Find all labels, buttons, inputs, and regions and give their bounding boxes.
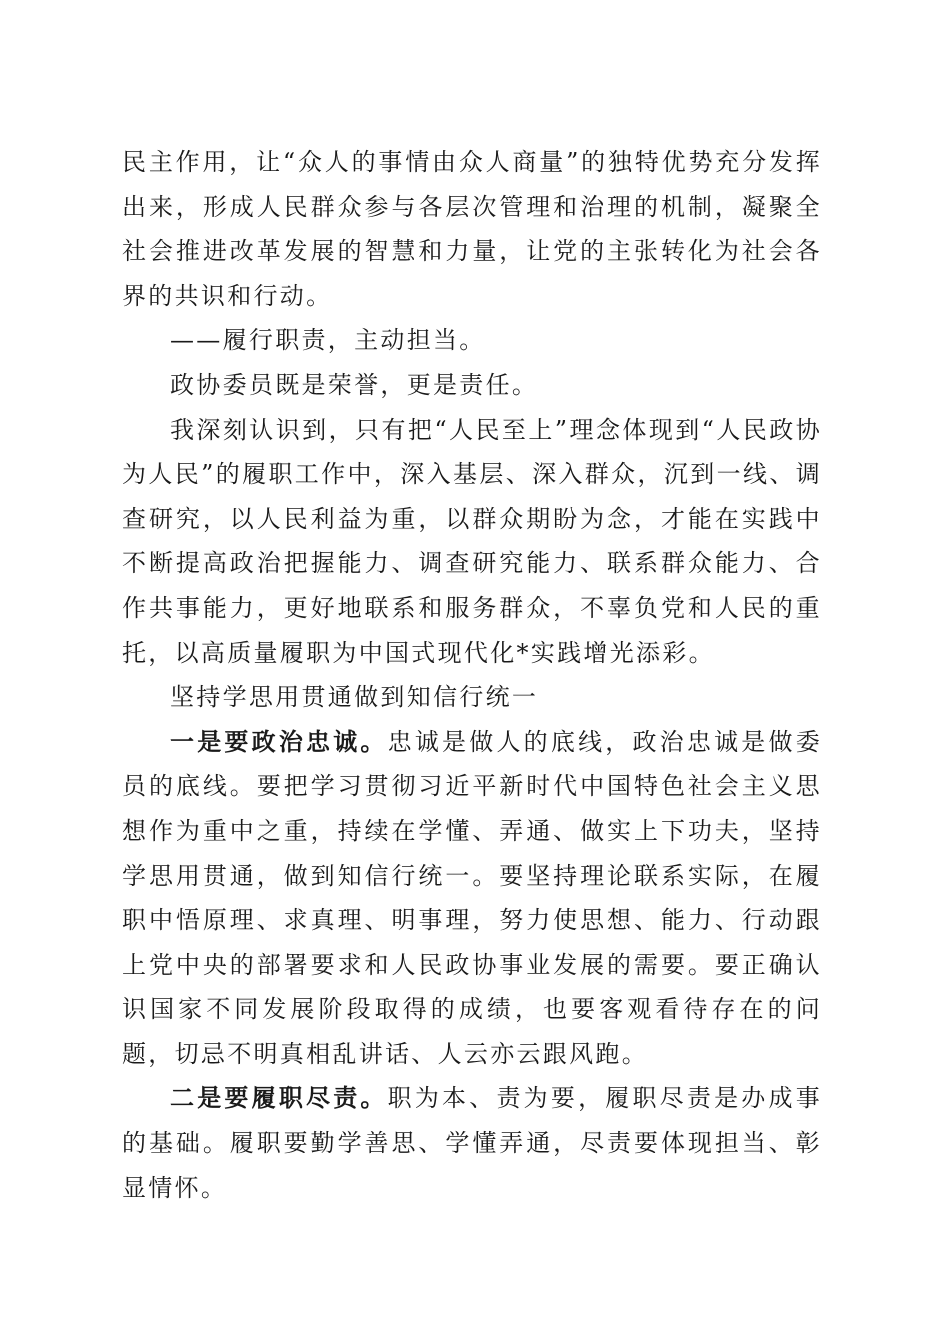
paragraph-continuation: 民主作用，让“众人的事情由众人商量”的独特优势充分发挥出来，形成人民群众参与各层次管理和治理的机制，凝聚全社会推进改革发展的智慧和力量，让党的主张转化为社会各界的共识和行动。: [122, 148, 822, 310]
lead-political-loyalty: 一是要政治忠诚。: [170, 726, 388, 756]
paragraph-fulfill-duty: [122, 1076, 822, 1210]
paragraph-political-loyalty: [122, 720, 822, 1077]
body-fulfill-duty: 职为本、责为要，履职尽责是办成事的基础。履职要勤学善思、学懂弄通，尽责要体现担当、彰显情怀。: [122, 1084, 822, 1202]
paragraph-heading-duty: ——履行职责，主动担当。: [170, 326, 486, 355]
body-political-loyalty: 忠诚是做人的底线，政治忠诚是做委员的底线。要把学习贯彻习近平新时代中国特色社会主义思想作为重中之重，持续在学懂、弄通、做实上下功夫，坚持学思用贯通，做到知信行统一。要坚持理论联系实际，在履职中悟原理、求真理、明事理，努力使思想、能力、行动跟上党中央的部署要求和人民政协事业发展的需要。要正确认识国家不同发展阶段取得的成绩，也要客观看待存在的问题，切忌不明真相乱讲话、人云亦云跟风跑。: [122, 727, 822, 1068]
paragraph-heading-learning: 坚持学思用贯通做到知信行统一: [170, 683, 539, 712]
document-body: [122, 140, 822, 1210]
paragraph-people-first: 我深刻认识到，只有把“人民至上”理念体现到“人民政协为人民”的履职工作中，深入基层、深入群众，沉到一线、调查研究，以人民利益为重，以群众期盼为念，才能在实践中不断提高政治把握能力、调查研究能力、联系群众能力、合作共事能力，更好地联系和服务群众，不辜负党和人民的重托，以高质量履职为中国式现代化*实践增光添彩。: [122, 415, 822, 667]
lead-fulfill-duty: 二是要履职尽责。: [170, 1083, 388, 1113]
paragraph-honor-responsibility: 政协委员既是荣誉，更是责任。: [170, 370, 539, 399]
